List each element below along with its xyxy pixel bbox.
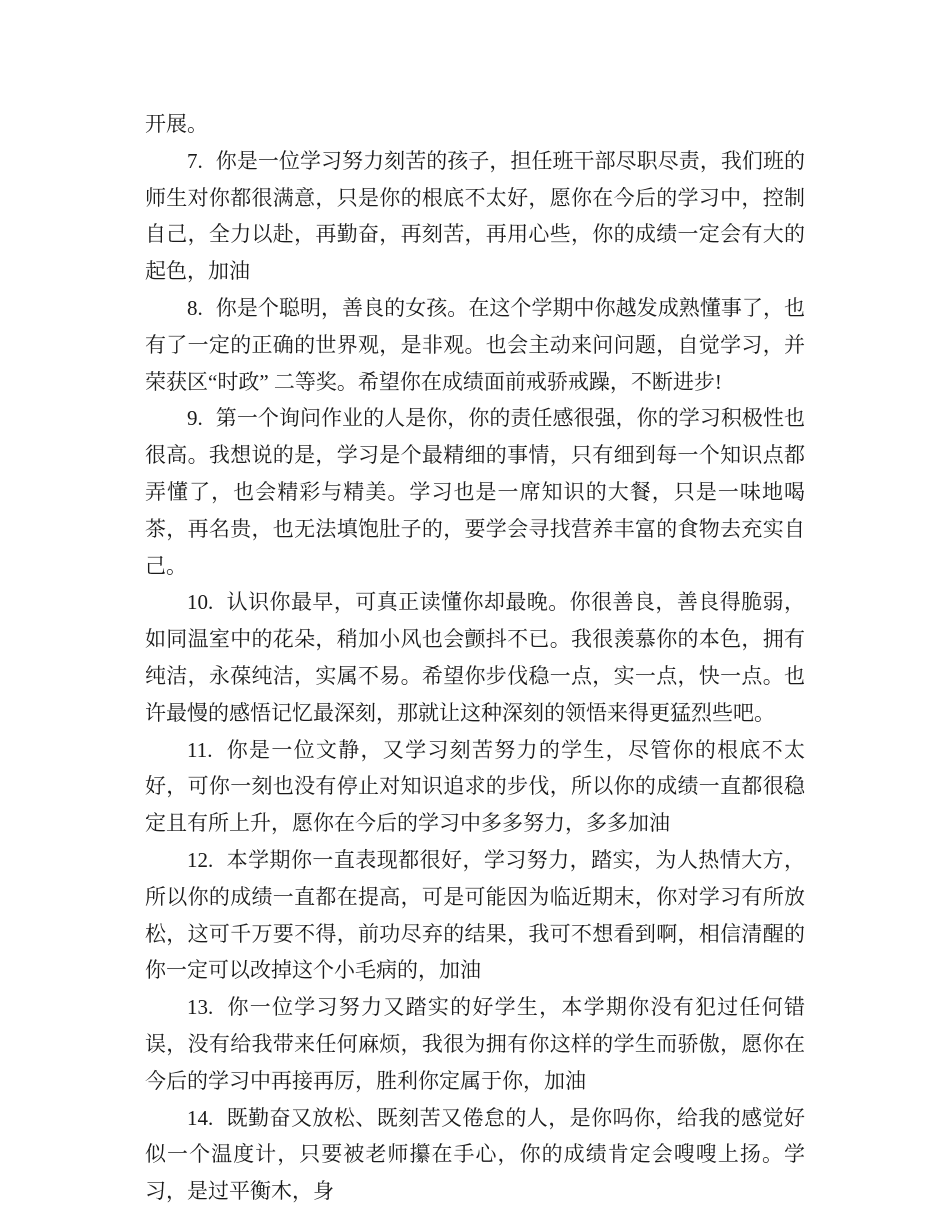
comment-8-number: 8. (187, 295, 203, 320)
comment-9-number: 9. (187, 406, 203, 431)
comment-paragraph-11 (145, 732, 805, 842)
comment-14-number: 14. (187, 1105, 214, 1130)
comment-10-number: 10. (187, 590, 214, 615)
comment-7-text: 你是一位学习努力刻苦的孩子，担任班干部尽职尽责，我们班的师生对你都很满意，只是你的根底不太好，愿你在今后的学习中，控制自己，全力以赴，再勤奋，再刻苦，再用心些，你的成绩一定会有大的起色，加油 (145, 148, 805, 284)
comment-11-number: 11. (187, 737, 213, 762)
comment-12-number: 12. (187, 847, 214, 872)
comment-paragraph-8 (145, 290, 805, 400)
comment-8-text: 你是个聪明，善良的女孩。在这个学期中你越发成熟懂事了，也有了一定的正确的世界观，是非观。也会主动来问问题，自觉学习，并荣获区“时政” 二等奖。希望你在成绩面前戒骄戒躁，不断进步! (145, 295, 805, 394)
comment-14-text: 既勤奋又放松、既刻苦又倦怠的人，是你吗你，给我的感觉好似一个温度计，只要被老师攥在手心，你的成绩肯定会嗖嗖上扬。学习，是过平衡木，身 (145, 1105, 805, 1204)
comment-11-text: 你是一位文静，又学习刻苦努力的学生，尽管你的根底不太好，可你一刻也没有停止对知识追求的步伐，所以你的成绩一直都很稳定且有所上升，愿你在今后的学习中多多努力，多多加油 (145, 737, 805, 836)
comment-7-number: 7. (187, 148, 203, 173)
continuation-line: 开展。 (145, 112, 208, 136)
document-body (145, 106, 805, 1210)
comment-paragraph-7 (145, 143, 805, 290)
comment-paragraph-13 (145, 989, 805, 1099)
comment-10-text: 认识你最早，可真正读懂你却最晚。你很善良，善良得脆弱，如同温室中的花朵，稍加小风也会颤抖不已。我很羡慕你的本色，拥有纯洁，永葆纯洁，实属不易。希望你步伐稳一点，实一点，快一点。也许最慢的感悟记忆最深刻，那就让这种深刻的领悟来得更猛烈些吧。 (145, 590, 805, 725)
comment-paragraph-14 (145, 1100, 805, 1210)
comment-9-text: 第一个询问作业的人是你，你的责任感很强，你的学习积极性也很高。我想说的是，学习是个最精细的事情，只有细到每一个知识点都弄懂了，也会精彩与精美。学习也是一席知识的大餐，只是一味地喝茶，再名贵，也无法填饱肚子的，要学会寻找营养丰富的食物去充实自己。 (145, 406, 805, 578)
comment-paragraph-9 (145, 400, 805, 584)
comment-paragraph-10 (145, 584, 805, 731)
comment-13-text: 你一位学习努力又踏实的好学生，本学期你没有犯过任何错误，没有给我带来任何麻烦，我很为拥有你这样的学生而骄傲，愿你在今后的学习中再接再厉，胜利你定属于你，加油 (145, 995, 805, 1093)
comment-12-text: 本学期你一直表现都很好，学习努力，踏实，为人热情大方，所以你的成绩一直都在提高，可是可能因为临近期末，你对学习有所放松，这可千万要不得，前功尽弃的结果，我可不想看到啊，相信清醒的你一定可以改掉这个小毛病的，加油 (145, 847, 805, 983)
comment-paragraph-12 (145, 842, 805, 989)
comment-13-number: 13. (187, 995, 214, 1020)
